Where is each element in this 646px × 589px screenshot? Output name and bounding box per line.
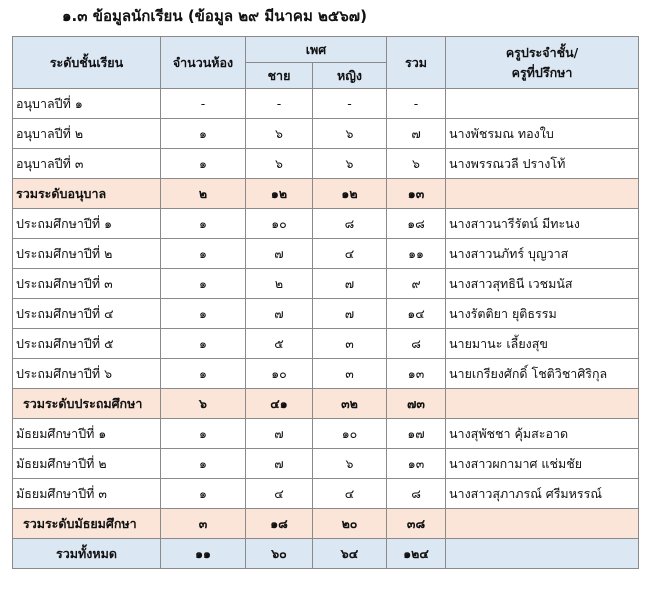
teacher-cell: นางสาวนารีรัตน์ มีทะนง: [446, 209, 639, 239]
subtotal-row-kindergarten: [13, 179, 639, 209]
total-cell: ๘: [387, 329, 446, 359]
rooms-cell: ๑: [161, 119, 246, 149]
male-cell: ๗: [246, 449, 313, 479]
male-cell: ๑๐: [246, 359, 313, 389]
table-header-row: [13, 37, 639, 63]
level-cell: รวมระดับอนุบาล: [13, 179, 161, 209]
total-cell: ๖: [387, 149, 446, 179]
total-cell: ๗: [387, 119, 446, 149]
teacher-cell: นางสาวสุภาภรณ์ ศรีมหรรณ์: [446, 479, 639, 509]
table-row: [13, 329, 639, 359]
rooms-cell: ๑: [161, 239, 246, 269]
female-cell: ๘: [313, 209, 387, 239]
total-cell: -: [387, 89, 446, 119]
female-cell: ๖: [313, 119, 387, 149]
table-row: [13, 119, 639, 149]
male-cell: ๒: [246, 269, 313, 299]
teacher-cell: นางรัตติยา ยุติธรรม: [446, 299, 639, 329]
teacher-cell: [446, 389, 639, 419]
rooms-cell: ๓: [161, 509, 246, 539]
rooms-cell: ๑๑: [161, 539, 246, 569]
rooms-cell: ๑: [161, 209, 246, 239]
level-cell: รวมระดับมัธยมศึกษา: [13, 509, 161, 539]
female-cell: ๑๒: [313, 179, 387, 209]
female-cell: ๔: [313, 479, 387, 509]
total-cell: ๑๓: [387, 359, 446, 389]
rooms-cell: ๑: [161, 479, 246, 509]
level-cell: ประถมศึกษาปีที่ ๔: [13, 299, 161, 329]
page-title: ๑.๓ ข้อมูลนักเรียน (ข้อมูล ๒๙ มีนาคม ๒๕๖๗): [62, 7, 367, 25]
header-level: ระดับชั้นเรียน: [13, 37, 161, 89]
rooms-cell: ๖: [161, 389, 246, 419]
male-cell: ๔: [246, 479, 313, 509]
teacher-cell: นางสุพัชชา คุ้มสะอาด: [446, 419, 639, 449]
female-cell: ๓๒: [313, 389, 387, 419]
total-cell: ๓๘: [387, 509, 446, 539]
male-cell: ๖: [246, 149, 313, 179]
total-cell: ๗๓: [387, 389, 446, 419]
level-cell: มัธยมศึกษาปีที่ ๒: [13, 449, 161, 479]
header-teacher: [446, 37, 639, 89]
table-row: [13, 149, 639, 179]
header-female: หญิง: [313, 63, 387, 89]
female-cell: ๖: [313, 149, 387, 179]
header-male: ชาย: [246, 63, 313, 89]
grand-total-row: [13, 539, 639, 569]
rooms-cell: -: [161, 89, 246, 119]
level-cell: รวมระดับประถมศึกษา: [13, 389, 161, 419]
female-cell: ๗: [313, 269, 387, 299]
female-cell: ๗: [313, 299, 387, 329]
rooms-cell: ๑: [161, 329, 246, 359]
teacher-cell: นางพัชรมณ ทองใบ: [446, 119, 639, 149]
level-cell: มัธยมศึกษาปีที่ ๓: [13, 479, 161, 509]
table-row: [13, 89, 639, 119]
table-row: [13, 449, 639, 479]
teacher-cell: นางสาวนภัทร์ บุญวาส: [446, 239, 639, 269]
teacher-cell: นางสาวสุทธินี เวชมนัส: [446, 269, 639, 299]
total-cell: ๘: [387, 479, 446, 509]
level-cell: ประถมศึกษาปีที่ ๖: [13, 359, 161, 389]
teacher-cell: [446, 179, 639, 209]
table-row: [13, 419, 639, 449]
table-row: [13, 359, 639, 389]
table-row: [13, 239, 639, 269]
male-cell: ๖๐: [246, 539, 313, 569]
header-total: รวม: [387, 37, 446, 89]
total-cell: ๑๓: [387, 449, 446, 479]
male-cell: ๕: [246, 329, 313, 359]
total-cell: ๑๑: [387, 239, 446, 269]
total-cell: ๑๓: [387, 179, 446, 209]
subtotal-row-primary: [13, 389, 639, 419]
female-cell: -: [313, 89, 387, 119]
teacher-cell: [446, 509, 639, 539]
subtotal-row-secondary: [13, 509, 639, 539]
male-cell: ๗: [246, 239, 313, 269]
rooms-cell: ๑: [161, 299, 246, 329]
male-cell: ๑๒: [246, 179, 313, 209]
total-cell: ๙: [387, 269, 446, 299]
level-cell: ประถมศึกษาปีที่ ๑: [13, 209, 161, 239]
female-cell: ๑๐: [313, 419, 387, 449]
female-cell: ๔: [313, 239, 387, 269]
level-cell: ประถมศึกษาปีที่ ๕: [13, 329, 161, 359]
teacher-cell: [446, 539, 639, 569]
table-row: [13, 299, 639, 329]
male-cell: -: [246, 89, 313, 119]
teacher-cell: นายเกรียงศักดิ์ โชติวิชาศิริกุล: [446, 359, 639, 389]
male-cell: ๗: [246, 299, 313, 329]
level-cell: มัธยมศึกษาปีที่ ๑: [13, 419, 161, 449]
total-cell: ๑๘: [387, 209, 446, 239]
level-cell: อนุบาลปีที่ ๒: [13, 119, 161, 149]
rooms-cell: ๒: [161, 179, 246, 209]
table-row: [13, 269, 639, 299]
teacher-cell: นางสาวผกามาศ แช่มชัย: [446, 449, 639, 479]
level-cell: ประถมศึกษาปีที่ ๒: [13, 239, 161, 269]
male-cell: ๑๐: [246, 209, 313, 239]
header-gender: เพศ: [246, 37, 387, 63]
rooms-cell: ๑: [161, 149, 246, 179]
header-teacher-line1: ครูประจำชั้น/: [505, 44, 579, 60]
level-cell: อนุบาลปีที่ ๑: [13, 89, 161, 119]
female-cell: ๒๐: [313, 509, 387, 539]
male-cell: ๗: [246, 419, 313, 449]
male-cell: ๖: [246, 119, 313, 149]
total-cell: ๑๗: [387, 419, 446, 449]
female-cell: ๓: [313, 329, 387, 359]
student-data-table: [12, 36, 639, 569]
rooms-cell: ๑: [161, 419, 246, 449]
male-cell: ๔๑: [246, 389, 313, 419]
header-teacher-line2: ครูที่ปรึกษา: [511, 64, 573, 80]
female-cell: ๓: [313, 359, 387, 389]
teacher-cell: นายมานะ เลี้ยงสุข: [446, 329, 639, 359]
rooms-cell: ๑: [161, 359, 246, 389]
male-cell: ๑๘: [246, 509, 313, 539]
rooms-cell: ๑: [161, 269, 246, 299]
header-rooms: จำนวนห้อง: [161, 37, 246, 89]
level-cell: อนุบาลปีที่ ๓: [13, 149, 161, 179]
total-cell: ๑๒๔: [387, 539, 446, 569]
level-cell: ประถมศึกษาปีที่ ๓: [13, 269, 161, 299]
table-row: [13, 479, 639, 509]
level-cell: รวมทั้งหมด: [13, 539, 161, 569]
total-cell: ๑๔: [387, 299, 446, 329]
rooms-cell: ๑: [161, 449, 246, 479]
female-cell: ๖: [313, 449, 387, 479]
teacher-cell: [446, 89, 639, 119]
teacher-cell: นางพรรณวลี ปรางโท้: [446, 149, 639, 179]
female-cell: ๖๔: [313, 539, 387, 569]
table-row: [13, 209, 639, 239]
